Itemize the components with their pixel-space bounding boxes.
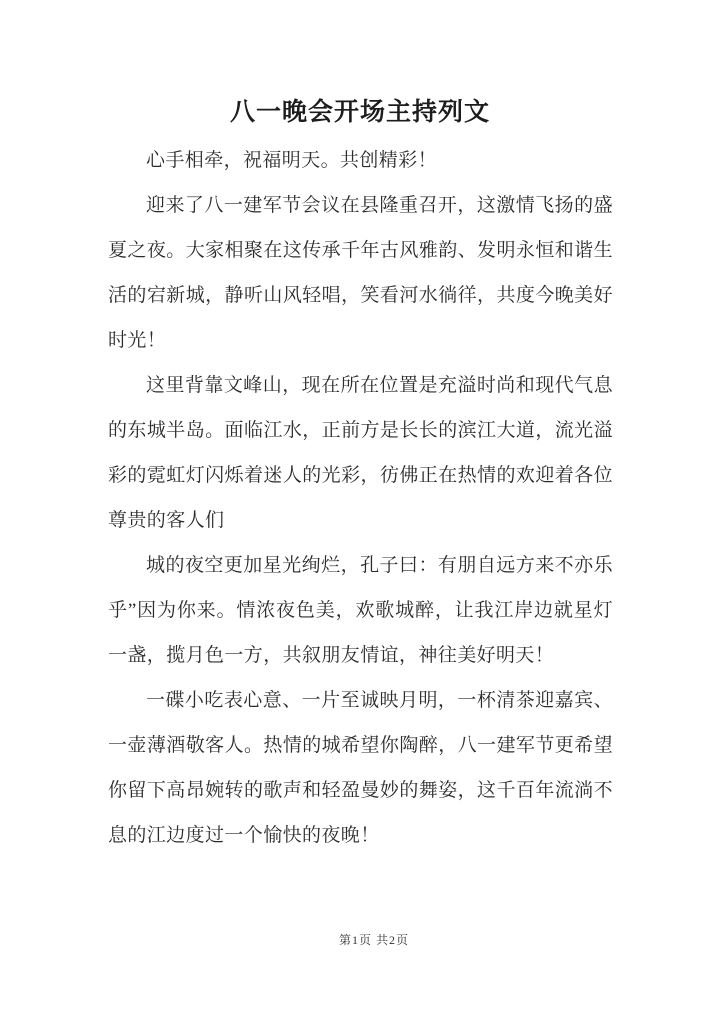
paragraph-night-sky: 城的夜空更加星光绚烂，孔子曰：有朋自远方来不亦乐乎”因为你来。情浓夜色美，欢歌城醉，让我江岸边就星灯一盏，揽月色一方，共叙朋友情谊，神往美好明天！ xyxy=(108,555,613,666)
paragraph-welcome: 迎来了八一建军节会议在县隆重召开，这激情飞扬的盛夏之夜。大家相聚在这传承千年古风雅韵、发明永恒和谐生活的宕新城，静听山风轻唱，笑看河水徜徉，共度今晚美好时光！ xyxy=(108,195,613,351)
document-title: 八一晚会开场主持列文 xyxy=(229,99,490,126)
page-number-indicator: 第1页 共2页 xyxy=(338,933,409,947)
paragraph-location: 这里背靠文峰山，现在所在位置是充溢时尚和现代气息的东城半岛。面临江水，正前方是长长的滨江大道，流光溢彩的霓虹灯闪烁着迷人的光彩，彷佛正在热情的欢迎着各位尊贵的客人们 xyxy=(108,375,613,531)
paragraph-hospitality: 一碟小吃表心意、一片至诚映月明，一杯清茶迎嘉宾、一壶薄酒敬客人。热情的城希望你陶醉，八一建军节更希望你留下高昂婉转的歌声和轻盈曼妙的舞姿，这千百年流淌不息的江边度过一个愉快的夜晚！ xyxy=(108,690,613,846)
document-body xyxy=(108,138,613,858)
page-footer xyxy=(14,931,720,948)
paragraph-opening: 心手相牵，祝福明天。共创精彩！ xyxy=(146,150,438,171)
